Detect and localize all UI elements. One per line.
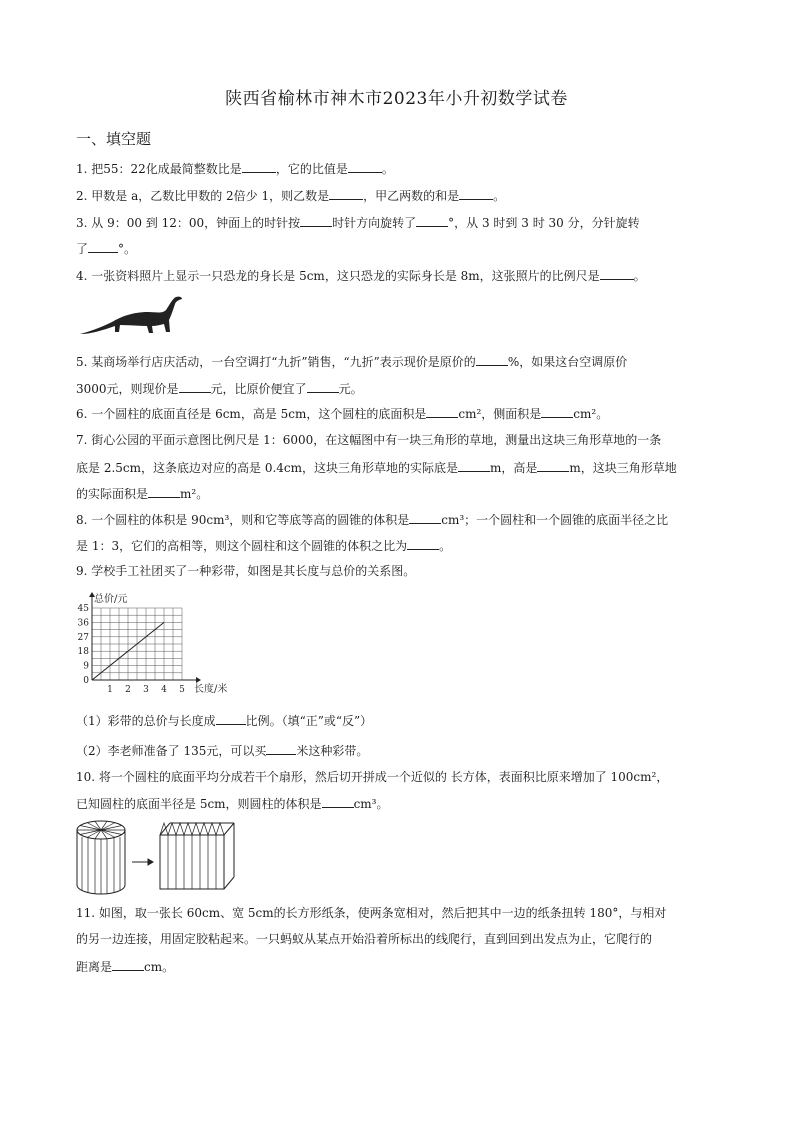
q8-text: cm³；一个圆柱和一个圆锥的底面半径之比: [441, 513, 669, 527]
question-3: [76, 215, 640, 231]
question-7-cont: [76, 460, 677, 476]
page-title: 陕西省榆林市神木市2023年小升初数学试卷: [225, 89, 568, 109]
q2-text: 。: [493, 189, 506, 203]
answer-blank[interactable]: [426, 406, 458, 418]
q3-text: 了: [76, 242, 89, 256]
q7-text: m，高是: [490, 461, 538, 475]
y-tick-label: 0: [83, 676, 89, 686]
question-3-cont: [76, 241, 136, 257]
q7-text: m²。: [180, 487, 209, 501]
q8-text: 。: [439, 539, 452, 553]
q11-text: 11. 如图，取一张长 60cm、宽 5cm的长方形纸条，使两条宽相对，然后把其中一边的纸条扭转 180°，与相对: [76, 906, 667, 920]
y-tick-label: 27: [77, 632, 89, 643]
question-9-part-1: [76, 713, 372, 729]
answer-blank[interactable]: [416, 215, 448, 227]
q1-text: 1. 把55：22化成最简整数比是: [76, 162, 242, 176]
answer-blank[interactable]: [307, 381, 339, 393]
question-11-cont: [76, 932, 652, 947]
arrow-icon: [148, 859, 153, 865]
q5-text: %，如果这台空调原价: [507, 355, 628, 369]
question-9: [76, 564, 415, 579]
answer-blank[interactable]: [322, 796, 354, 808]
q4-text: 。: [633, 269, 646, 283]
q9-text: 比例。（填“正”或“反”）: [245, 714, 373, 728]
answer-blank[interactable]: [458, 460, 490, 472]
y-tick-label: 36: [77, 618, 89, 629]
cylinder-to-cuboid-figure: [74, 815, 246, 895]
x-tick-label: 4: [161, 685, 167, 695]
x-tick-label: 2: [125, 685, 131, 695]
question-1: [76, 161, 394, 177]
question-11-cont: [76, 959, 174, 975]
question-9-part-2: [76, 743, 368, 759]
q3-text: 3. 从 9：00 到 12：00，钟面上的时针按: [76, 216, 301, 230]
q5-text: 元，比原价便宜了: [210, 382, 307, 396]
answer-blank[interactable]: [537, 460, 569, 472]
question-10: [76, 770, 668, 785]
q9-text: 9. 学校手工社团买了一种彩带，如图是其长度与总价的关系图。: [76, 564, 416, 578]
dinosaur-illustration: [78, 292, 190, 338]
answer-blank[interactable]: [112, 959, 144, 971]
answer-blank[interactable]: [300, 215, 332, 227]
q8-text: 是 1：3，它们的高相等，则这个圆柱和这个圆锥的体积之比为: [76, 539, 408, 553]
answer-blank[interactable]: [242, 161, 276, 173]
q10-text: 已知圆柱的底面半径是 5cm，则圆柱的体积是: [76, 797, 322, 811]
q11-text: 的另一边连接，用固定胶粘起来。一只蚂蚁从某点开始沿着所标出的线爬行，直到回到出发点为止，它爬行的: [76, 932, 653, 946]
answer-blank[interactable]: [409, 512, 441, 524]
question-4: [76, 268, 646, 284]
answer-blank[interactable]: [476, 354, 508, 366]
q9-text: （1）彩带的总价与长度成: [76, 714, 216, 728]
answer-blank[interactable]: [348, 161, 382, 173]
answer-blank[interactable]: [88, 241, 118, 253]
y-tick-label: 18: [77, 647, 89, 658]
q10-text: 10. 将一个圆柱的底面平均分成若干个扇形，然后切开拼成一个近似的 长方体，表面积比原来增加了 100cm²，: [76, 770, 669, 784]
question-7: [76, 433, 661, 448]
q1-text: 。: [381, 162, 394, 176]
answer-blank[interactable]: [459, 188, 493, 200]
question-5: [76, 354, 627, 370]
q7-text: 的实际面积是: [76, 487, 149, 501]
q5-text: 5. 某商场举行店庆活动，一台空调打“九折”销售，“九折”表示现价是原价的: [76, 355, 476, 369]
answer-blank[interactable]: [216, 713, 246, 725]
q6-text: cm²。: [573, 407, 609, 421]
q11-text: 距离是: [76, 960, 113, 974]
question-7-cont: [76, 486, 208, 502]
answer-blank[interactable]: [266, 743, 296, 755]
x-axis-arrow-icon: [196, 677, 201, 683]
question-8-cont: [76, 538, 451, 554]
question-10-cont: [76, 796, 388, 812]
q10-text: cm³。: [353, 797, 389, 811]
x-tick-label: 3: [143, 685, 149, 695]
q3-text: °，从 3 时到 3 时 30 分，分针旋转: [448, 216, 640, 230]
answer-blank[interactable]: [407, 538, 439, 550]
q1-text: ，它的比值是: [275, 162, 348, 176]
q7-text: 底是 2.5cm，这条底边对应的高是 0.4cm，这块三角形草地的实际底是: [76, 461, 458, 475]
q11-text: cm。: [144, 960, 175, 974]
question-2: [76, 188, 505, 204]
q3-text: °。: [118, 242, 137, 256]
answer-blank[interactable]: [600, 268, 634, 280]
question-11: [76, 906, 666, 921]
q8-text: 8. 一个圆柱的体积是 90cm³，则和它等底等高的圆锥的体积是: [76, 513, 410, 527]
x-tick-label: 5: [179, 685, 185, 695]
q2-text: ，甲乙两数的和是: [363, 189, 460, 203]
question-6: [76, 406, 608, 422]
q5-text: 3000元，则现价是: [76, 382, 179, 396]
x-axis-label: 长度/米: [194, 684, 228, 695]
x-tick-label: 1: [107, 685, 113, 695]
q9-text: （2）李老师准备了 135元，可以买: [76, 744, 267, 758]
answer-blank[interactable]: [329, 188, 363, 200]
q4-text: 4. 一张资料照片上显示一只恐龙的身长是 5cm，这只恐龙的实际身长是 8m，这张照片的比例尺是: [76, 269, 600, 283]
q7-text: 7. 街心公园的平面示意图比例尺是 1：6000，在这幅图中有一块三角形的草地，测量出这块三角形草地的一条: [76, 433, 662, 447]
q2-text: 2. 甲数是 a，乙数比甲数的 2倍少 1，则乙数是: [76, 189, 330, 203]
answer-blank[interactable]: [148, 486, 180, 498]
answer-blank[interactable]: [541, 406, 573, 418]
dinosaur-icon: [80, 297, 182, 334]
y-tick-label: 9: [83, 661, 89, 672]
section-heading: 一、填空题: [76, 130, 152, 148]
question-8: [76, 512, 668, 528]
y-axis-label: 总价/元: [94, 594, 128, 605]
price-length-chart: [66, 592, 246, 702]
answer-blank[interactable]: [179, 381, 211, 393]
question-5-cont: [76, 381, 363, 397]
y-tick-label: 45: [77, 604, 89, 614]
q7-text: m，这块三角形草地: [569, 461, 677, 475]
q6-text: cm²，侧面积是: [458, 407, 542, 421]
q9-text: 米这种彩带。: [296, 744, 369, 758]
q5-text: 元。: [338, 382, 363, 396]
q3-text: 时针方向旋转了: [332, 216, 417, 230]
q6-text: 6. 一个圆柱的底面直径是 6cm，高是 5cm，这个圆柱的底面积是: [76, 407, 427, 421]
